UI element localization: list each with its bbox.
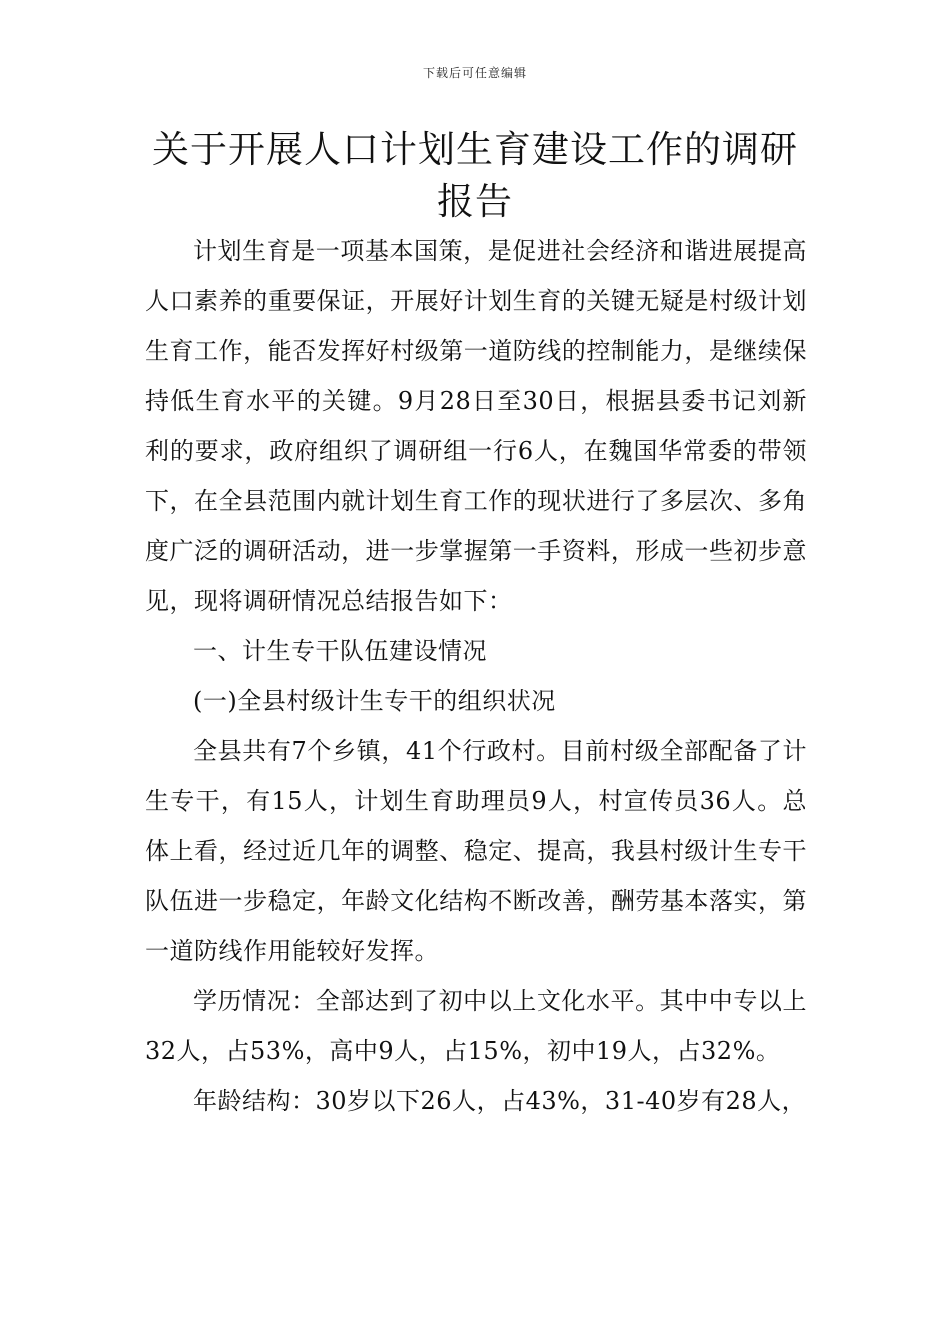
subsection-heading-1: (一)全县村级计生专干的组织状况 bbox=[193, 687, 556, 715]
header-note: 下载后可任意编辑 bbox=[422, 66, 527, 80]
paragraph-age: 年龄结构：30岁以下26人，占43%，31-40岁有28人， bbox=[193, 1087, 807, 1115]
paragraph-staffing: 全县共有7个乡镇，41个行政村。目前村级全部配备了计生专干，有15人，计划生育助理员9人，村宣传员36人。总体上看，经过近几年的调整、稳定、提高，我县村级计生专干队伍进一步稳定，年龄文化结构不断改善，酬劳基本落实，第一道防线作用能较好发挥。 bbox=[145, 737, 807, 965]
paragraph-education: 学历情况：全部达到了初中以上文化水平。其中中专以上32人，占53%，高中9人，占15%，初中19人，占32%。 bbox=[145, 987, 807, 1065]
section-heading-1: 一、计生专干队伍建设情况 bbox=[193, 637, 487, 665]
document-title: 关于开展人口计划生育建设工作的调研报告 bbox=[152, 128, 798, 223]
paragraph-intro: 计划生育是一项基本国策，是促进社会经济和谐进展提高人口素养的重要保证，开展好计划生育的关键无疑是村级计划生育工作，能否发挥好村级第一道防线的控制能力，是继续保持低生育水平的关键。9月28日至30日，根据县委书记刘新利的要求，政府组织了调研组一行6人，在魏国华常委的带领下，在全县范围内就计划生育工作的现状进行了多层次、多角度广泛的调研活动，进一步掌握第一手资料，形成一些初步意见，现将调研情况总结报告如下： bbox=[145, 237, 807, 615]
document-body bbox=[145, 226, 807, 1126]
